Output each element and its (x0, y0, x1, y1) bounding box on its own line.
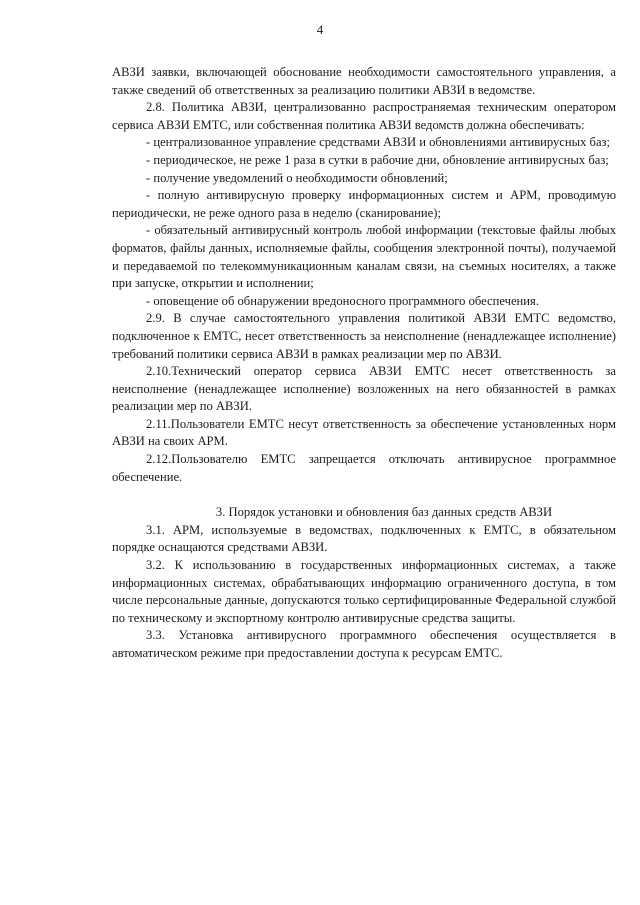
paragraph-2-9: 2.9. В случае самостоятельного управления политикой АВЗИ ЕМТС ведомство, подключенное к ЕМТС, несет ответственность за неисполнение (ненадлежащее исполнение) требований политики сервиса АВЗИ в рамках реализации мер по АВЗИ. (112, 311, 616, 361)
section-3-heading: 3. Порядок установки и обновления баз данных средств АВЗИ (215, 505, 553, 520)
paragraph-3-2: 3.2. К использованию в государственных информационных системах, а также информационных системах, обрабатывающих информацию ограниченного доступа, в том числе персональные данные, допускаются только сертифицированные Федеральной службой по техническому и экспортному контролю антивирусные средства защиты. (112, 558, 616, 625)
paragraph-avzi-request: АВЗИ заявки, включающей обоснование необходимости самостоятельного управления, а также сведений об ответственных за реализацию политики АВЗИ в ведомстве. (112, 65, 616, 97)
paragraph-2-10: 2.10.Технический оператор сервиса АВЗИ ЕМТС несет ответственность за неисполнение (ненадлежащее исполнение) возложенных на него обязанностей в рамках реализации мер по АВЗИ. (112, 364, 616, 414)
document-body (112, 64, 616, 663)
list-item-centralized-management: - централизованное управление средствами АВЗИ и обновлениями антивирусных баз; (146, 135, 611, 150)
paragraph-3-1: 3.1. АРМ, используемые в ведомствах, подключенных к ЕМТС, в обязательном порядке оснащаются средствами АВЗИ. (112, 522, 616, 555)
page-number: 4 (316, 22, 324, 37)
list-item-mandatory-control: - обязательный антивирусный контроль любой информации (текстовые файлы любых форматов, файлы данных, исполняемые файлы, сообщения электронной почты), получаемой и передаваемой по телекоммуникационным каналам связи, на съемных носителях, а также при запуске, открытии и исполнении; (112, 223, 616, 291)
list-item-periodic-update: - периодическое, не реже 1 раза в сутки в рабочие дни, обновление антивирусных баз; (146, 152, 609, 167)
paragraph-2-12: 2.12.Пользователю ЕМТС запрещается отключать антивирусное программное обеспечение. (112, 452, 616, 484)
paragraph-2-11: 2.11.Пользователи ЕМТС несут ответственность за обеспечение установленных норм АВЗИ на своих АРМ. (112, 416, 616, 449)
list-item-full-scan: - полную антивирусную проверку информационных систем и АРМ, проводимую периодически, не реже одного раза в неделю (сканирование); (112, 188, 616, 220)
paragraph-2-8: 2.8. Политика АВЗИ, централизованно распространяемая техническим оператором сервиса АВЗИ ЕМТС, или собственная политика АВЗИ ведомств должна обеспечивать: (112, 100, 616, 132)
list-item-malware-alert: - оповещение об обнаружении вредоносного программного обеспечения. (146, 293, 539, 308)
list-item-notifications: - получение уведомлений о необходимости обновлений; (146, 170, 448, 185)
paragraph-3-3: 3.3. Установка антивирусного программного обеспечения осуществляется в автоматическом режиме при предоставлении доступа к ресурсам ЕМТС. (112, 628, 616, 660)
